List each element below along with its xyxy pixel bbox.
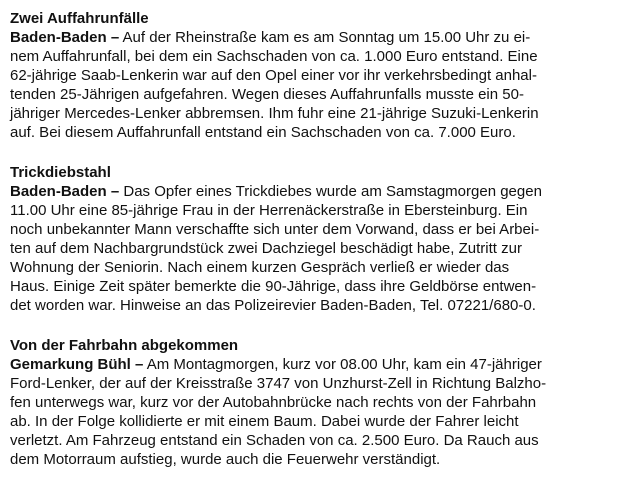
article-headline: Von der Fahrbahn abgekommen: [10, 337, 239, 354]
article-body: [10, 28, 610, 142]
article-line: det worden war. Hinweise an das Polizeirevier Baden-Baden, Tel. 07221/680-0.: [10, 297, 536, 314]
article-headline: Trickdiebstahl: [10, 164, 111, 181]
article-line: jähriger Mercedes-Lenker abbremsen. Ihm fuhr eine 21-jährige Suzuki-Lenkerin: [10, 105, 539, 122]
article-line: 62-jährige Saab-Lenkerin war auf den Opel einer vor ihr verkehrsbedingt anhal-: [10, 67, 537, 84]
article-dateline: Baden-Baden –: [10, 29, 120, 46]
article-body: [10, 182, 610, 315]
article-line: Baden-Baden – Das Opfer eines Trickdiebes wurde am Samstagmorgen gegen: [10, 183, 542, 200]
article-line: Haus. Einige Zeit später bemerkte die 90-Jährige, dass ihre Geldbörse entwen-: [10, 278, 537, 295]
article-line: noch unbekannter Mann verschaffte sich unter dem Vorwand, dass er bei Arbei-: [10, 221, 540, 238]
article-line: Baden-Baden – Auf der Rheinstraße kam es am Sonntag um 15.00 Uhr zu ei-: [10, 29, 531, 46]
article-von-der-fahrbahn-abgekommen: [10, 336, 610, 469]
article-line: verletzt. Am Fahrzeug entstand ein Schaden von ca. 2.500 Euro. Da Rauch aus: [10, 432, 539, 449]
article-dateline: Gemarkung Bühl –: [10, 356, 144, 373]
article-line: tenden 25-Jährigen aufgefahren. Wegen dieses Auffahrunfalls musste ein 50-: [10, 86, 524, 103]
article-body: [10, 355, 610, 469]
news-column: [10, 9, 610, 490]
article-headline: Zwei Auffahrunfälle: [10, 10, 149, 27]
article-line: Ford-Lenker, der auf der Kreisstraße 3747 von Unzhurst-Zell in Richtung Balzho-: [10, 375, 547, 392]
article-line: dem Motorraum aufstieg, wurde auch die Feuerwehr verständigt.: [10, 451, 441, 468]
article-dateline: Baden-Baden –: [10, 183, 120, 200]
article-line: fen unterwegs war, kurz vor der Autobahnbrücke nach rechts von der Fahrbahn: [10, 394, 537, 411]
article-line: 11.00 Uhr eine 85-jährige Frau in der Herrenäckerstraße in Ebersteinburg. Ein: [10, 202, 528, 219]
article-line: auf. Bei diesem Auffahrunfall entstand ein Sachschaden von ca. 7.000 Euro.: [10, 124, 516, 141]
article-line: Wohnung der Seniorin. Nach einem kurzen Gespräch verließ er wieder das: [10, 259, 510, 276]
article-line: nem Auffahrunfall, bei dem ein Sachschaden von ca. 1.000 Euro entstand. Eine: [10, 48, 538, 65]
article-line: ab. In der Folge kollidierte er mit einem Baum. Dabei wurde der Fahrer leicht: [10, 413, 519, 430]
article-auffahrunfaelle: [10, 9, 610, 142]
article-line: Gemarkung Bühl – Am Montagmorgen, kurz vor 08.00 Uhr, kam ein 47-jähriger: [10, 356, 542, 373]
article-line: ten auf dem Nachbargrundstück zwei Dachziegel beschädigt habe, Zutritt zur: [10, 240, 522, 257]
article-trickdiebstahl: [10, 163, 610, 315]
